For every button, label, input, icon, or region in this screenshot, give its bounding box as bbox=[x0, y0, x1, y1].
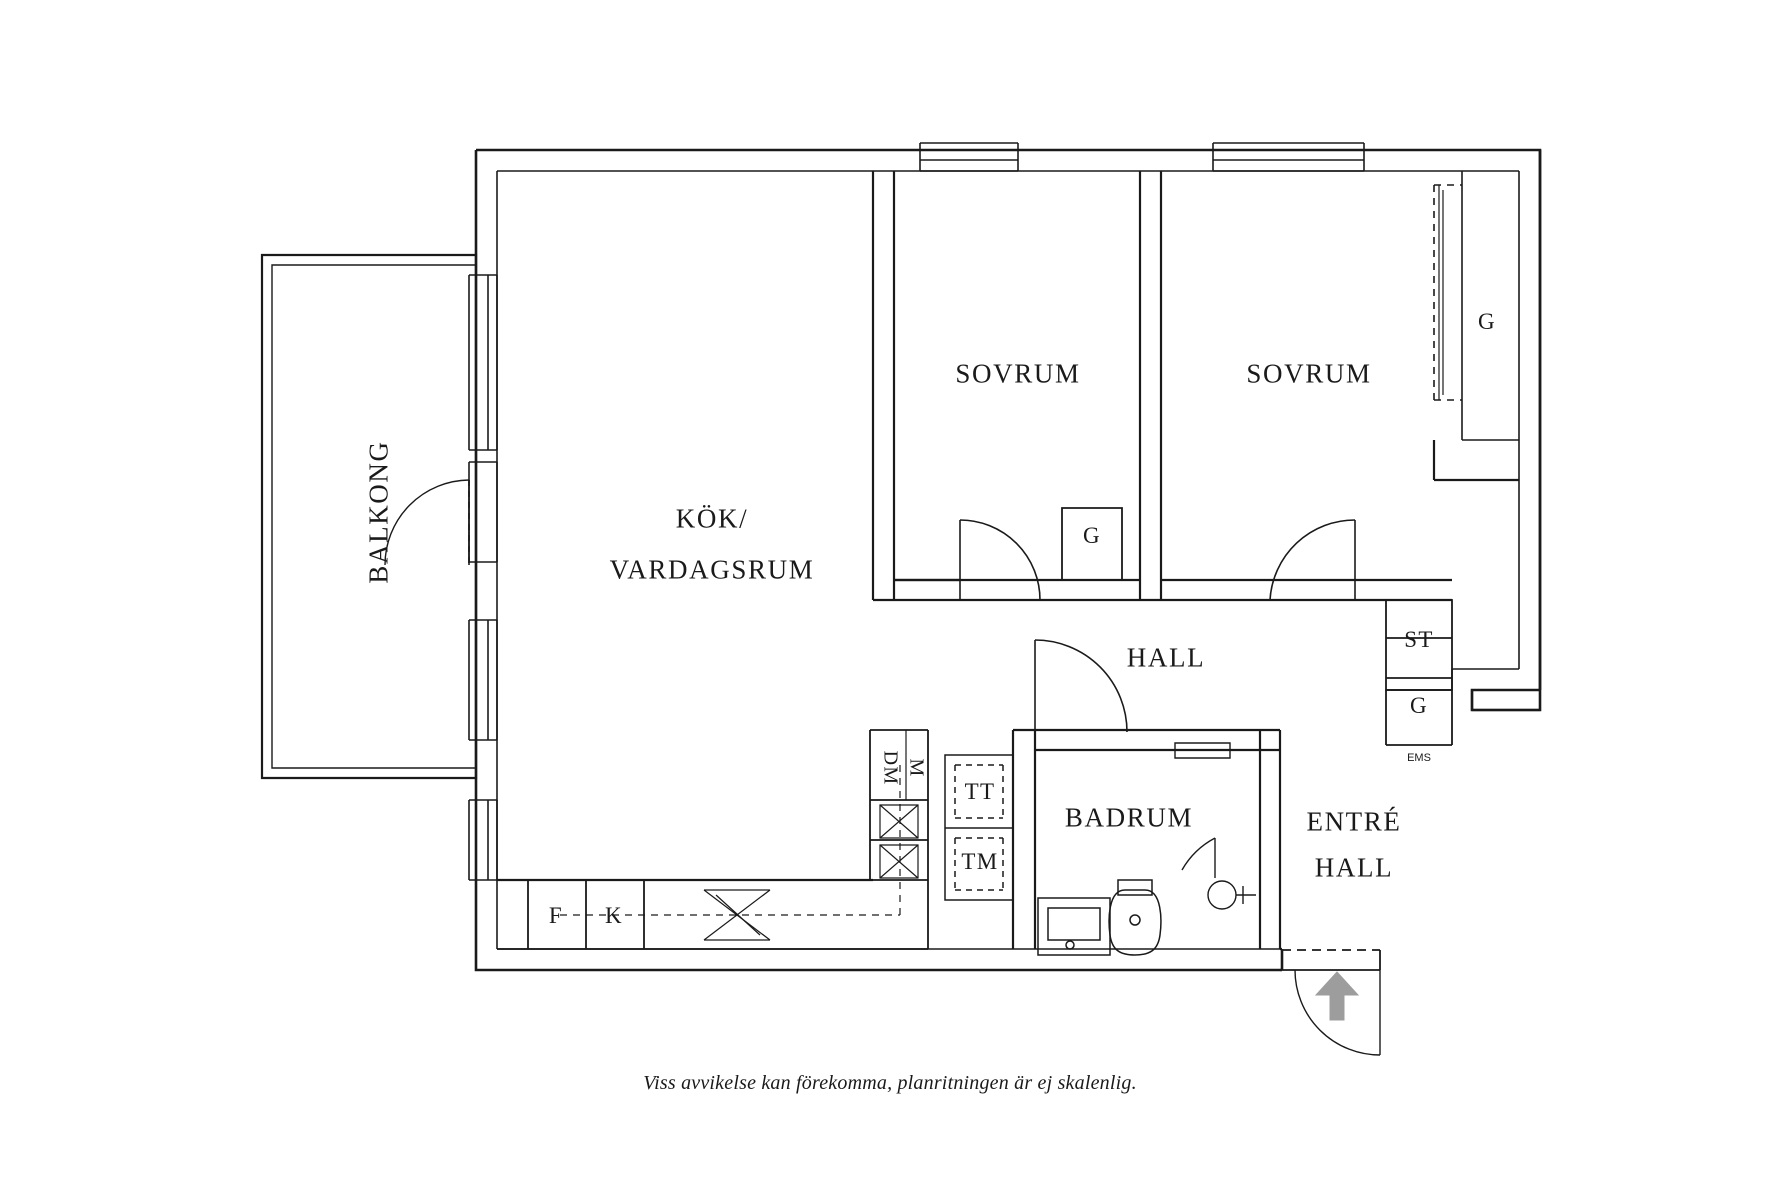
fixture-label-dishwasher-dm: DM bbox=[879, 750, 902, 786]
bathroom-sink-counter bbox=[1038, 898, 1110, 955]
room-label-hall: HALL bbox=[1126, 642, 1206, 673]
window-bedroom2 bbox=[1213, 143, 1364, 171]
laundry-units bbox=[945, 755, 1013, 900]
room-label-vardagsrum: VARDAGSRUM bbox=[609, 554, 815, 585]
stove-burners bbox=[880, 805, 918, 878]
fixture-label-closet-g-bedroom1: G bbox=[1083, 523, 1101, 548]
fixture-label-freezer-f: F bbox=[548, 903, 564, 928]
fixture-label-washer-tm: TM bbox=[961, 849, 999, 874]
storage-column bbox=[1386, 600, 1452, 745]
right-wall-notch bbox=[1472, 690, 1540, 710]
room-label-sovrum-2: SOVRUM bbox=[1246, 358, 1372, 389]
bedroom-divider-wall bbox=[1140, 171, 1161, 600]
fixture-label-electrical-ems: EMS bbox=[1407, 752, 1431, 764]
fixture-label-fridge-k: K bbox=[605, 903, 623, 928]
hall-door bbox=[1035, 640, 1127, 732]
room-label-badrum: BADRUM bbox=[1064, 802, 1194, 833]
fixture-label-closet-g-hall: G bbox=[1410, 693, 1428, 718]
disclaimer-note: Viss avvikelse kan förekomma, planritningen är ej skalenlig. bbox=[643, 1072, 1137, 1094]
window-living-upper bbox=[469, 275, 497, 450]
fixture-label-tumble-dryer-tt: TT bbox=[964, 779, 996, 804]
bathroom-mirror-cabinet bbox=[1175, 743, 1230, 758]
kitchen-dashed-upper-cabinets bbox=[560, 760, 900, 915]
bathroom-toilet bbox=[1109, 880, 1161, 955]
room-label-kok: KÖK/ bbox=[675, 503, 749, 534]
bathroom-shower bbox=[1182, 838, 1256, 909]
entrance-arrow bbox=[1316, 972, 1358, 1020]
window-living-lower bbox=[469, 800, 497, 880]
bedroom2-closet bbox=[1434, 171, 1519, 440]
room-label-balkong: BALKONG bbox=[363, 440, 394, 584]
room-label-sovrum-1: SOVRUM bbox=[955, 358, 1081, 389]
bedroom1-door bbox=[960, 520, 1040, 600]
fixture-label-storage-st: ST bbox=[1404, 627, 1434, 652]
fixture-label-closet-g-bedroom2: G bbox=[1478, 309, 1496, 334]
balcony-door bbox=[385, 462, 497, 565]
window-bedroom1 bbox=[920, 143, 1018, 171]
room-label-entre-hall: HALL bbox=[1314, 852, 1394, 883]
fixture-label-microwave-m: M bbox=[905, 758, 928, 778]
bedroom-bottom-wall bbox=[894, 580, 1452, 600]
bathroom-walls bbox=[1013, 730, 1280, 949]
room-label-entre: ENTRÉ bbox=[1306, 806, 1402, 837]
window-living-mid bbox=[469, 620, 497, 740]
bedroom2-door bbox=[1270, 520, 1355, 600]
right-wall-step bbox=[1434, 440, 1519, 480]
